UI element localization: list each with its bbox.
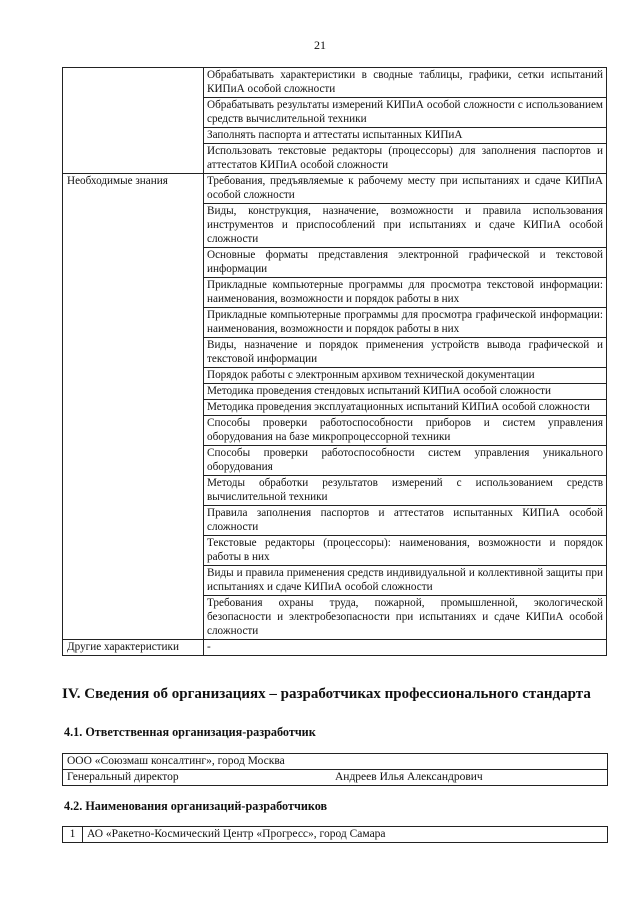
knowledge-item: Виды, назначение и порядок применения устройств вывода графической и текстовой информации xyxy=(204,338,607,368)
knowledge-item: Методы обработки результатов измерений с использованием средств вычислительной техники xyxy=(204,476,607,506)
knowledge-item: Методика проведения эксплуатационных испытаний КИПиА особой сложности xyxy=(204,400,607,416)
knowledge-item: Порядок работы с электронным архивом технической документации xyxy=(204,368,607,384)
section-title: IV. Сведения об организациях – разработчиках профессионального стандарта xyxy=(62,686,591,702)
knowledge-item: Требования, предъявляемые к рабочему месту при испытаниях и сдаче КИПиА особой сложности xyxy=(204,174,607,204)
responsible-org-table xyxy=(62,753,608,786)
table-row xyxy=(63,204,607,248)
table-row xyxy=(63,368,607,384)
subsection-title-responsible: 4.1. Ответственная организация-разработчик xyxy=(64,725,316,739)
director-title: Генеральный директор xyxy=(67,771,179,783)
table-row xyxy=(63,566,607,596)
knowledge-item: Способы проверки работоспособности систем управления уникального оборудования xyxy=(204,446,607,476)
knowledge-item: Виды, конструкция, назначение, возможности и правила использования инструментов и приспособлений при испытаниях и сдаче КИПиА особой сложности xyxy=(204,204,607,248)
developer-number: 1 xyxy=(63,827,83,843)
table-row xyxy=(63,384,607,400)
table-row xyxy=(63,174,607,204)
table-row xyxy=(63,640,607,656)
table-row xyxy=(63,506,607,536)
other-label: Другие характеристики xyxy=(63,640,204,656)
developers-table xyxy=(62,826,608,843)
skill-item: Обрабатывать результаты измерений КИПиА особой сложности с использованием средств вычислительной техники xyxy=(204,98,607,128)
developer-name: АО «Ракетно-Космический Центр «Прогресс», город Самара xyxy=(83,827,608,843)
table-row xyxy=(63,476,607,506)
table-row xyxy=(63,144,607,174)
subsection-title-developers: 4.2. Наименования организаций-разработчиков xyxy=(64,799,328,813)
director-name: Андреев Илья Александрович xyxy=(335,771,483,783)
knowledge-table xyxy=(62,67,607,656)
table-row xyxy=(63,308,607,338)
knowledge-item: Текстовые редакторы (процессоры): наименования, возможности и порядок работы в них xyxy=(204,536,607,566)
table-row xyxy=(63,446,607,476)
knowledge-item: Виды и правила применения средств индивидуальной и коллективной защиты при испытаниях и сдаче КИПиА особой сложности xyxy=(204,566,607,596)
table-row xyxy=(63,128,607,144)
table-row xyxy=(63,98,607,128)
knowledge-item: Требования охраны труда, пожарной, промышленной, экологической безопасности и электробезопасности при испытаниях и сдаче КИПиА особой сложности xyxy=(204,596,607,640)
table-row xyxy=(63,248,607,278)
skill-item: Заполнять паспорта и аттестаты испытанных КИПиА xyxy=(204,128,607,144)
table-row xyxy=(63,338,607,368)
table-row xyxy=(63,416,607,446)
page-number: 21 xyxy=(314,38,326,52)
table-row xyxy=(63,400,607,416)
table-row xyxy=(63,770,608,786)
table-row xyxy=(63,68,607,98)
skill-item: Использовать текстовые редакторы (процессоры) для заполнения паспортов и аттестатов КИПиА особой сложности xyxy=(204,144,607,174)
knowledge-item: Правила заполнения паспортов и аттестатов испытанных КИПиА особой сложности xyxy=(204,506,607,536)
skill-item: Обрабатывать характеристики в сводные таблицы, графики, сетки испытаний КИПиА особой сложности xyxy=(204,68,607,98)
knowledge-item: Основные форматы представления электронной графической и текстовой информации xyxy=(204,248,607,278)
table-row xyxy=(63,596,607,640)
knowledge-label: Необходимые знания xyxy=(63,174,204,204)
org-name: ООО «Союзмаш консалтинг», город Москва xyxy=(63,754,608,770)
table-row xyxy=(63,754,608,770)
table-row xyxy=(63,827,608,843)
knowledge-item: Прикладные компьютерные программы для просмотра текстовой информации: наименования, возможности и порядок работы в них xyxy=(204,278,607,308)
knowledge-item: Способы проверки работоспособности приборов и систем управления оборудования на базе микропроцессорной техники xyxy=(204,416,607,446)
table-row xyxy=(63,536,607,566)
table-row xyxy=(63,278,607,308)
label-cell-empty xyxy=(63,68,204,98)
knowledge-item: Прикладные компьютерные программы для просмотра графической информации: наименования, возможности и порядок работы в них xyxy=(204,308,607,338)
other-value: - xyxy=(204,640,607,656)
knowledge-item: Методика проведения стендовых испытаний КИПиА особой сложности xyxy=(204,384,607,400)
